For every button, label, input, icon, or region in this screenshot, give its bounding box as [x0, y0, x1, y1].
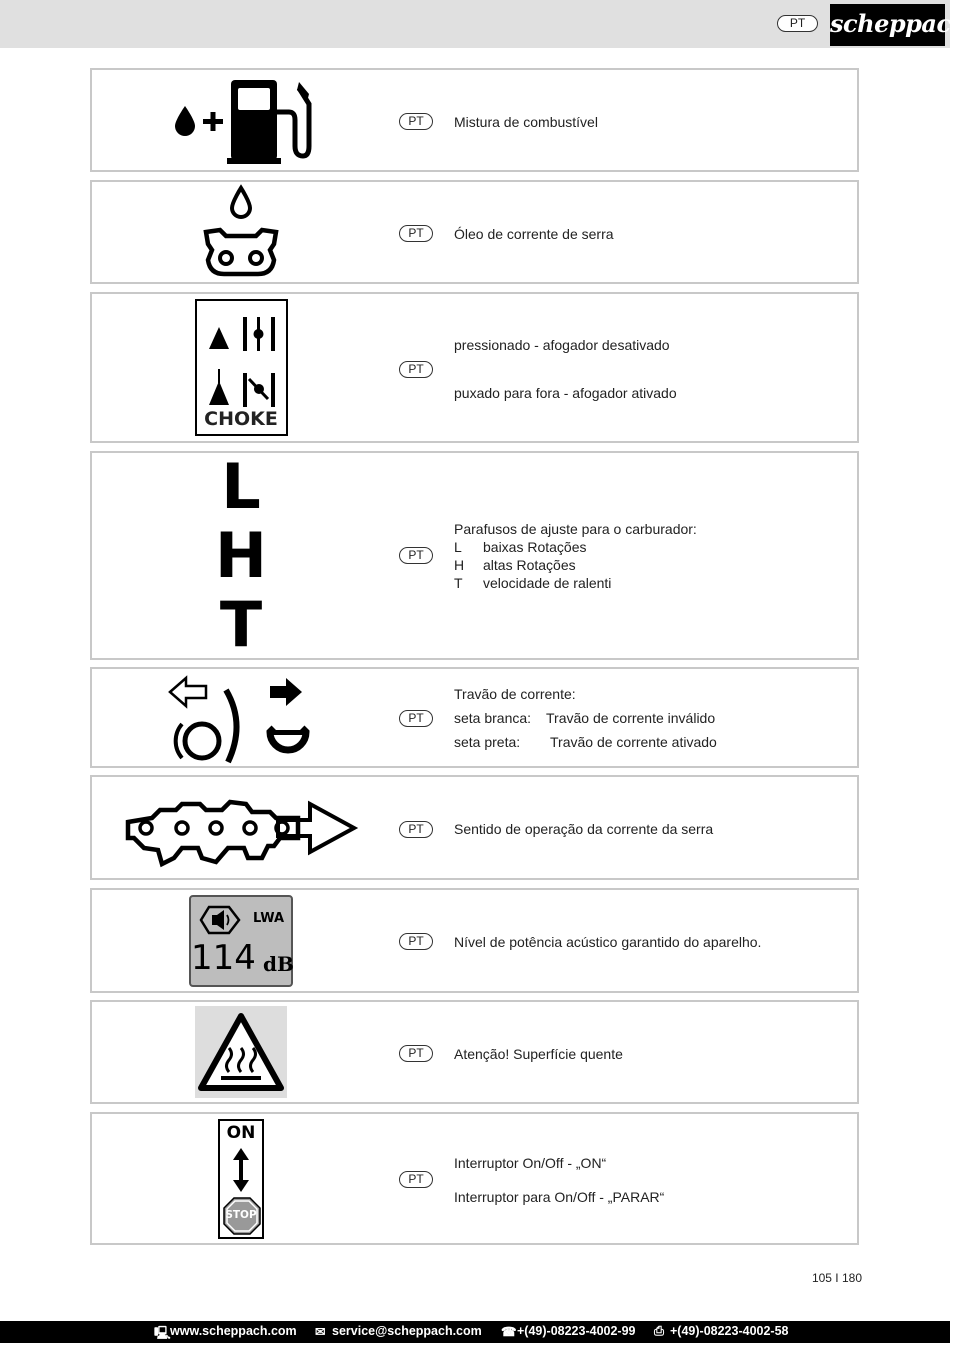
- row-text: pressionado - afogador desativado: [454, 337, 670, 353]
- chain-oil-icon: [92, 182, 390, 282]
- row-title: Parafusos de ajuste para o carburador:: [454, 521, 697, 537]
- hot-surface-warning-icon: [92, 1002, 390, 1102]
- list-item: seta branca: Travão de corrente inválido: [454, 710, 716, 726]
- fax-icon: ⎙: [654, 1324, 665, 1338]
- row-text: Sentido de operação da corrente da serra: [454, 821, 714, 837]
- symbol-row-on-off-switch: [90, 1112, 859, 1245]
- phone-number: +(49)-08223-4002-99: [517, 1324, 636, 1338]
- fuel-mixture-icon: [92, 70, 390, 170]
- carburetor-letters: [92, 450, 390, 661]
- page-number: 105 I 180: [811, 1271, 862, 1285]
- list-item: T velocidade de ralenti: [454, 575, 612, 591]
- lwa-label: LWA: [253, 910, 285, 926]
- row-language-badge: PT: [399, 547, 433, 564]
- symbol-row-hot-surface: [90, 1000, 859, 1104]
- row-text: Óleo de corrente de serra: [454, 226, 614, 242]
- row-language-badge: PT: [399, 1045, 433, 1062]
- row-language-badge: PT: [399, 225, 433, 242]
- brand-logo: scheppach: [830, 4, 945, 46]
- letter-h: H: [215, 519, 267, 592]
- chain-brake-icon: [92, 669, 390, 766]
- stop-label: STOP: [225, 1208, 257, 1221]
- fax-number: +(49)-08223-4002-58: [670, 1324, 789, 1338]
- row-title: Travão de corrente:: [454, 686, 576, 702]
- sound-unit: dB: [263, 951, 294, 976]
- row-text: Interruptor On/Off - „ON“: [454, 1155, 607, 1171]
- choke-icon: [92, 294, 390, 441]
- contact-footer: [0, 1321, 950, 1343]
- row-text: puxado para fora - afogador ativado: [454, 385, 677, 401]
- on-label: ON: [226, 1122, 256, 1143]
- computer-icon: 🖳︎: [154, 1326, 171, 1340]
- row-text: Mistura de combustível: [454, 114, 598, 130]
- row-text: Atenção! Superfície quente: [454, 1046, 623, 1062]
- symbol-row-sound-power: [90, 888, 859, 993]
- symbol-row-fuel-mixture: [90, 68, 859, 172]
- choke-label: CHOKE: [204, 408, 278, 430]
- symbol-row-chain-brake: [90, 667, 859, 768]
- sound-power-icon: [92, 890, 390, 991]
- on-off-switch-icon: [92, 1114, 390, 1243]
- phone-icon: ☎: [501, 1325, 517, 1339]
- sound-value: 114: [191, 937, 256, 978]
- up-down-arrow-icon: [220, 1148, 262, 1192]
- chain-direction-icon: [92, 777, 390, 878]
- letter-l: L: [221, 450, 261, 523]
- letter-t: T: [219, 588, 263, 661]
- email-link[interactable]: service@scheppach.com: [332, 1324, 482, 1338]
- row-text: Nível de potência acústico garantido do aparelho.: [454, 934, 762, 950]
- language-badge: PT: [777, 15, 818, 32]
- list-item: seta preta: Travão de corrente ativado: [454, 734, 717, 750]
- symbol-row-chain-oil: [90, 180, 859, 284]
- website-link[interactable]: www.scheppach.com: [170, 1324, 297, 1338]
- mail-icon: ✉: [315, 1325, 326, 1339]
- row-language-badge: PT: [399, 710, 433, 727]
- row-language-badge: PT: [399, 1171, 433, 1188]
- list-item: H altas Rotações: [454, 557, 576, 573]
- list-item: L baixas Rotações: [454, 539, 587, 555]
- row-text: Interruptor para On/Off - „PARAR“: [454, 1189, 665, 1205]
- symbol-row-choke: [90, 292, 859, 443]
- row-language-badge: PT: [399, 113, 433, 130]
- symbol-row-chain-direction: [90, 775, 859, 880]
- row-language-badge: PT: [399, 361, 433, 378]
- symbol-row-carburetor: [90, 451, 859, 660]
- row-language-badge: PT: [399, 821, 433, 838]
- row-language-badge: PT: [399, 933, 433, 950]
